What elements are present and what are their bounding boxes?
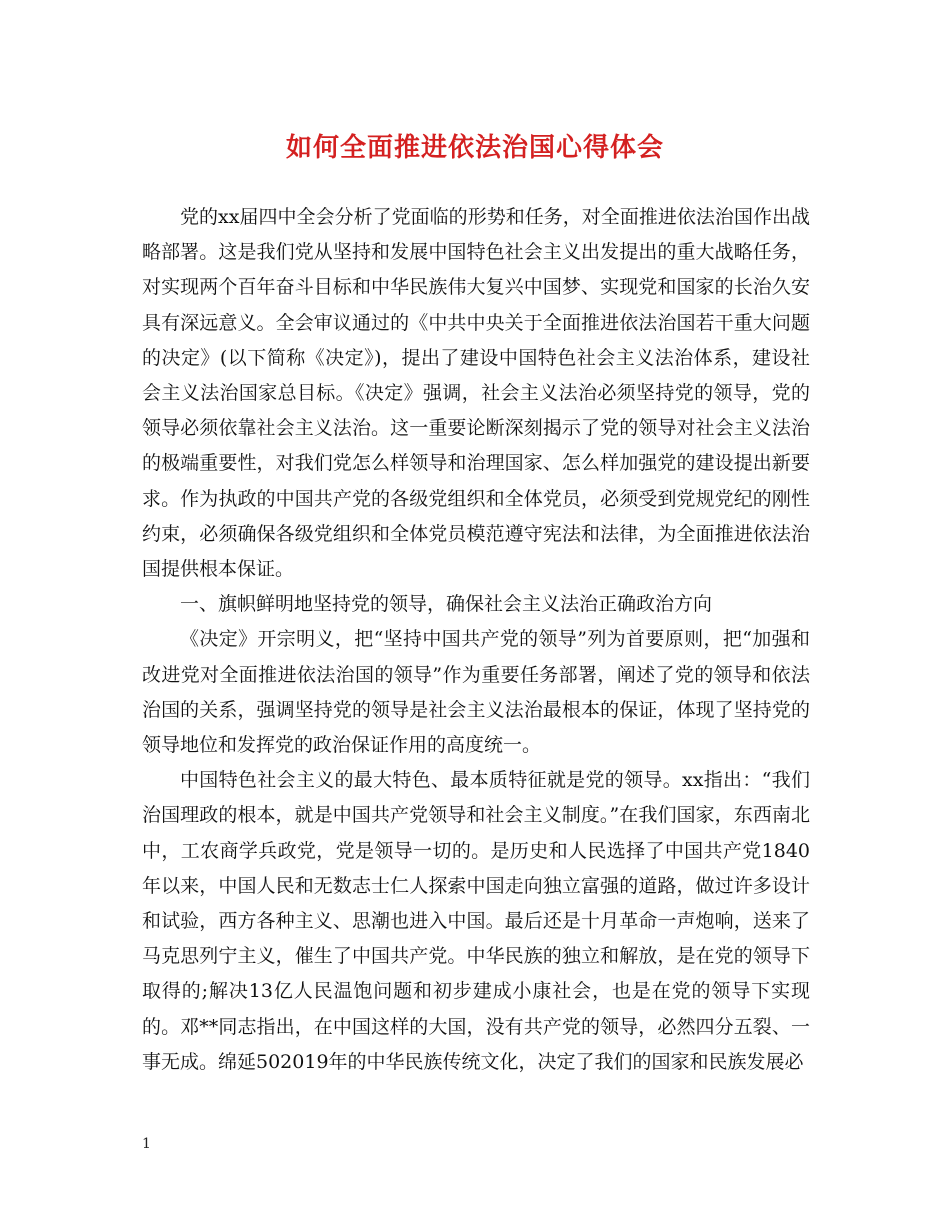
document-title: 如何全面推进依法治国心得体会 (285, 133, 664, 163)
paragraph-decision: 《决定》开宗明义，把“坚持中国共产党的领导”列为首要原则，把“加强和改进党对全面推进依法治国的领导”作为重要任务部署，阐述了党的领导和依法治国的关系，强调坚持党的领导是社会主义法治最根本的保证，体现了坚持党的领导地位和发挥党的政治保证作用的高度统一。 (142, 628, 810, 757)
page-number: 1 (142, 1136, 151, 1152)
paragraph-intro: 党的xx届四中全会分析了党面临的形势和任务，对全面推进依法治国作出战略部署。这是我们党从坚持和发展中国特色社会主义出发提出的重大战略任务，对实现两个百年奋斗目标和中华民族伟大复兴中国梦、实现党和国家的长治久安具有深远意义。全会审议通过的《中共中央关于全面推进依法治国若干重大问题的决定》(以下简称《决定》)，提出了建设中国特色社会主义法治体系，建设社会主义法治国家总目标。《决定》强调，社会主义法治必须坚持党的领导，党的领导必须依靠社会主义法治。这一重要论断深刻揭示了党的领导对社会主义法治的极端重要性，对我们党怎么样领导和治理国家、怎么样加强党的建设提出新要求。作为执政的中国共产党的各级党组织和全体党员，必须受到党规党纪的刚性约束，必须确保各级党组织和全体党员模范遵守宪法和法律，为全面推进依法治国提供根本保证。 (142, 206, 810, 581)
paragraph-party-leadership: 中国特色社会主义的最大特色、最本质特征就是党的领导。xx指出：“我们治国理政的根本，就是中国共产党领导和社会主义制度。”在我们国家，东西南北中，工农商学兵政党，党是领导一切的。是历史和人民选择了中国共产党1840年以来，中国人民和无数志士仁人探索中国走向独立富强的道路，做过许多设计和试验，西方各种主义、思潮也进入中国。最后还是十月革命一声炮响，送来了马克思列宁主义，催生了中国共产党。中华民族的独立和解放，是在党的领导下取得的;解决13亿人民温饱问题和初步建成小康社会，也是在党的领导下实现的。邓**同志指出，在中国这样的大国，没有共产党的领导，必然四分五裂、一事无成。绵延502019年的中华民族传统文化，决定了我们的国家和民族发展必 (142, 769, 810, 1073)
document-body (142, 200, 810, 1080)
section-heading-1: 一、旗帜鲜明地坚持党的领导，确保社会主义法治正确政治方向 (180, 593, 713, 616)
